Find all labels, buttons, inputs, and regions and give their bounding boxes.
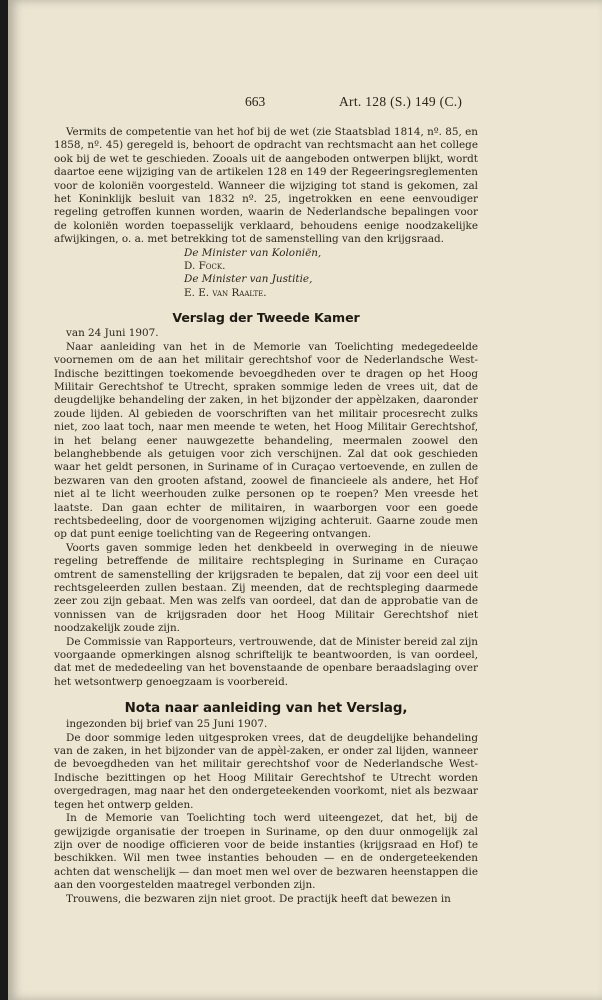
running-header (8, 94, 602, 110)
page-number: 663 (245, 94, 266, 109)
signature-title-2: De Minister van Justitie, (184, 273, 313, 286)
body-text (54, 126, 478, 906)
section-date-nota: ingezonden bij brief van 25 Juni 1907. (66, 718, 268, 731)
paragraph: Trouwens, die bezwaren zijn niet groot. De practijk heeft dat bewezen in (66, 892, 451, 905)
paragraph: De door sommige leden uitgesproken vrees, dat de deugdelijke behandeling van de zaken, in het bijzonder van de appèl-zaken, er onder zal lijden, wanneer de bevoegdheden van het militair gerechtshof voor de Nederlandsche West-Indische bezittingen op het Hoog Militair Gerechtshof te Utrecht worden overgedragen, mag naar het den ondergeteekenden voorkomt, niet als bezwaar tegen het ontwerp gelden. (54, 731, 478, 811)
article-reference: Art. 128 (S.) 149 (C.) (339, 94, 463, 109)
signature-name-2: E. E. van Raalte. (184, 286, 267, 299)
section-heading-verslag: Verslag der Tweede Kamer (172, 310, 360, 326)
paragraph: In de Memorie van Toelichting toch werd uiteengezet, dat het, bij de gewijzigde organisatie der troepen in Suriname, op den duur onmogelijk zal zijn over de noodige officieren voor de beide instanties (krijgsraad en Hof) te beschikken. Wil men twee instanties behouden — en de ondergeteekenden achten dat wenschelijk — dan moet men wel over de bezwaren heenstappen die aan den voorgestelden maatregel verbonden zijn. (54, 812, 478, 892)
paragraph: De Commissie van Rapporteurs, vertrouwende, dat de Minister bereid zal zijn voorgaande opmerkingen alsnog schriftelijk te beantwoorden, is van oordeel, dat met de mededeeling van het bovenstaande de openbare beraadslaging over het wetsontwerp genoegzaam is voorbereid. (54, 635, 478, 688)
signature-name-1: D. Fock. (184, 260, 226, 273)
section-date-verslag: van 24 Juni 1907. (66, 327, 159, 340)
signature-title-1: De Minister van Koloniën, (184, 246, 322, 259)
paragraph: Voorts gaven sommige leden het denkbeeld in overweging in de nieuwe regeling betreffende de militaire rechtspleging in Suriname en Curaçao omtrent de samenstelling der krijgsraden te bepalen, dat zij voor een deel uit rechtsgeleerden zullen bestaan. Zij meenden, dat de rechtspleging daarmede zeer zou zijn gebaat. Men was zelfs van oordeel, dat dan de approbatie van de vonnissen van de krijgsraden door het Hoog Militair Gerechtshof niet noodzakelijk zoude zijn. (54, 541, 478, 635)
paragraph: Naar aanleiding van het in de Memorie van Toelichting medegedeelde voornemen om de aan het militair gerechtshof voor de Nederlandsche West-Indische bezittingen toekomende bevoegdheden over te dragen op het Hoog Militair Gerechtshof te Utrecht, spraken sommige leden de vrees uit, dat de deugdelijke behandeling der zaken, in het bijzonder der appèlzaken, daaronder zoude lijden. Al gebieden de voorschriften van het militair procesrecht zulks niet, zoo laat toch, naar men meende te weten, het Hoog Militair Gerechtshof, in het belang eener nauwgezette behandeling, meermalen zoowel den belanghebbende als getuigen voor zich verschijnen. Zal dat ook geschieden waar het geldt personen, in Suriname of in Curaçao vertoevende, en zullen de bezwaren van den grooten afstand, zoowel de financieele als andere, het Hof niet al te licht weerhouden zulke personen op te roepen? Men vreesde het laatste. Dan gaan echter de militairen, in waarborgen voor een goede rechtsbedeeling, door de voorgenomen wijziging achteruit. Gaarne zoude men op dat punt eenige toelichting van de Regeering ontvangen. (54, 340, 478, 541)
section-heading-nota: Nota naar aanleiding van het Verslag, (124, 701, 408, 717)
intro-paragraph: Vermits de competentie van het hof bij de wet (zie Staatsblad 1814, nº. 85, en 1858, nº. 45) geregeld is, behoort de opdracht van rechtsmacht aan het college ook bij de wet te geschieden. Zooals uit de aangeboden ontwerpen blijkt, wordt daartoe eene wijziging van de artikelen 128 en 149 der Regeeringsreglementen voor de koloniën voorgesteld. Wanneer die wijziging tot stand is gekomen, zal het Koninklijk besluit van 1832 nº. 25, ingetrokken en eene eenvoudiger regeling getroffen kunnen worden, waarin de Nederlandsche bepalingen voor de koloniën worden toepasselijk verklaard, behoudens eenige noodzakelijke afwijkingen, o. a. met betrekking tot de samenstelling van den krijgsraad. (54, 126, 478, 246)
document-page (8, 0, 602, 1000)
